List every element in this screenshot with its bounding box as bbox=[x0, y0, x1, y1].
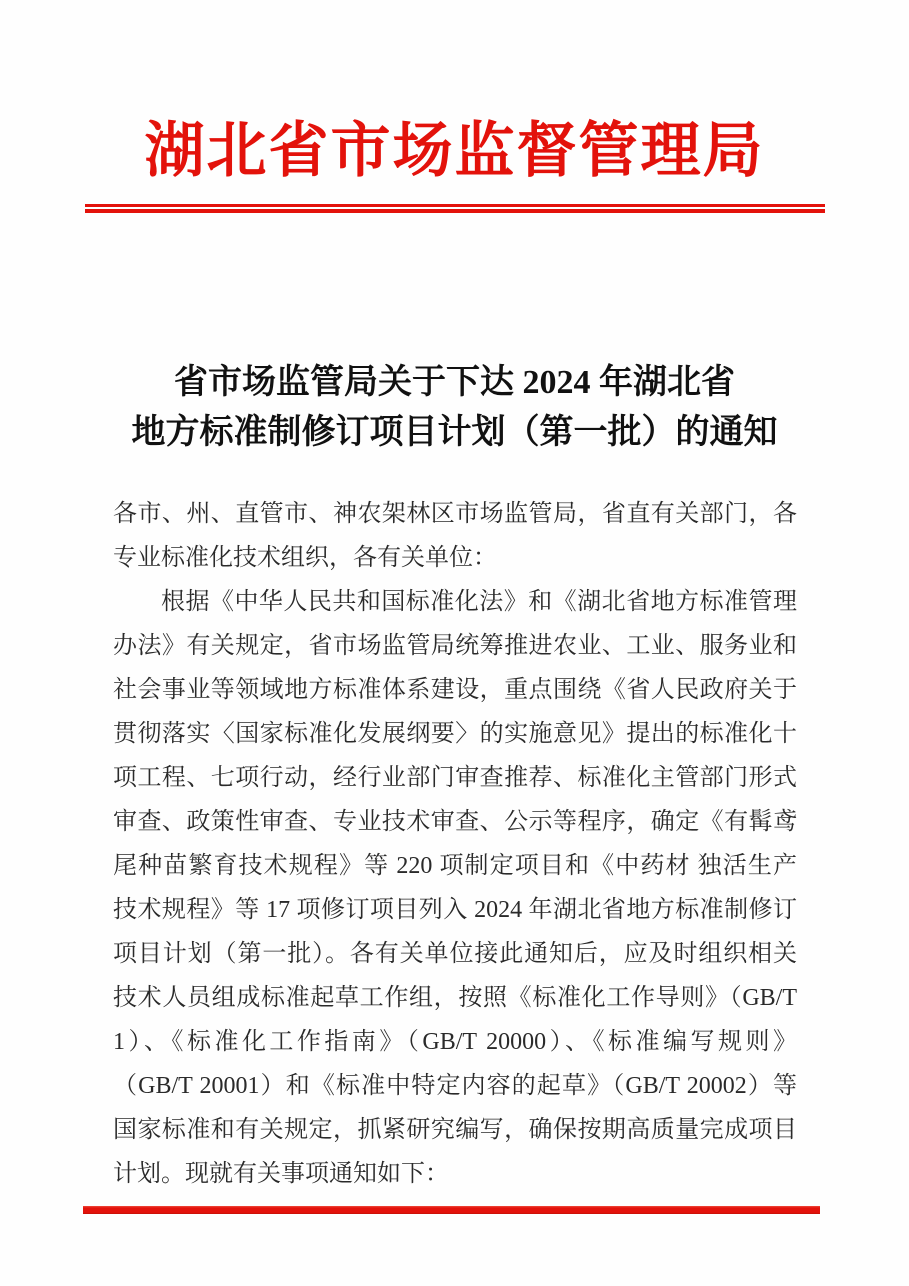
body-line: 社会事业等领域地方标准体系建设，重点围绕《省人民政府关于 bbox=[113, 677, 797, 703]
document-body bbox=[113, 492, 797, 1196]
body-line: 贯彻落实〈国家标准化发展纲要〉的实施意见》提出的标准化十 bbox=[113, 721, 797, 747]
body-line: 审查、政策性审查、专业技术审查、公示等程序，确定《有髯鸢 bbox=[113, 809, 797, 835]
body-line: 1）、《标准化工作指南》（GB/T 20000）、《标准编写规则》 bbox=[113, 1029, 797, 1055]
body-line: （GB/T 20001）和《标准中特定内容的起草》（GB/T 20002）等 bbox=[113, 1073, 797, 1099]
body-line: 专业标准化技术组织，各有关单位： bbox=[113, 545, 497, 571]
body-line: 根据《中华人民共和国标准化法》和《湖北省地方标准管理 bbox=[161, 589, 797, 615]
body-line: 办法》有关规定，省市场监管局统筹推进农业、工业、服务业和 bbox=[113, 633, 797, 659]
body-line: 计划。现就有关事项通知如下： bbox=[113, 1161, 449, 1187]
letterhead-double-rule bbox=[85, 204, 825, 213]
document-title bbox=[75, 358, 835, 458]
body-line: 国家标准和有关规定，抓紧研究编写，确保按期高质量完成项目 bbox=[113, 1117, 797, 1143]
body-line: 项目计划（第一批）。各有关单位接此通知后，应及时组织相关 bbox=[113, 941, 797, 967]
document-title-line-2: 地方标准制修订项目计划（第一批）的通知 bbox=[131, 414, 778, 451]
letterhead-agency-title: 湖北省市场监督管理局 bbox=[144, 118, 765, 184]
letterhead-rule-thick bbox=[85, 209, 825, 213]
body-line: 技术规程》等 17 项修订项目列入 2024 年湖北省地方标准制修订 bbox=[113, 897, 797, 923]
document-title-line-1: 省市场监管局关于下达 2024 年湖北省 bbox=[174, 364, 735, 401]
body-line: 技术人员组成标准起草工作组，按照《标准化工作导则》（GB/T bbox=[113, 985, 797, 1011]
body-line: 各市、州、直管市、神农架林区市场监管局，省直有关部门，各 bbox=[113, 501, 797, 527]
body-line: 项工程、七项行动，经行业部门审查推荐、标准化主管部门形式 bbox=[113, 765, 797, 791]
body-line: 尾种苗繁育技术规程》等 220 项制定项目和《中药材 独活生产 bbox=[113, 853, 797, 879]
footer-red-rule bbox=[83, 1206, 820, 1214]
